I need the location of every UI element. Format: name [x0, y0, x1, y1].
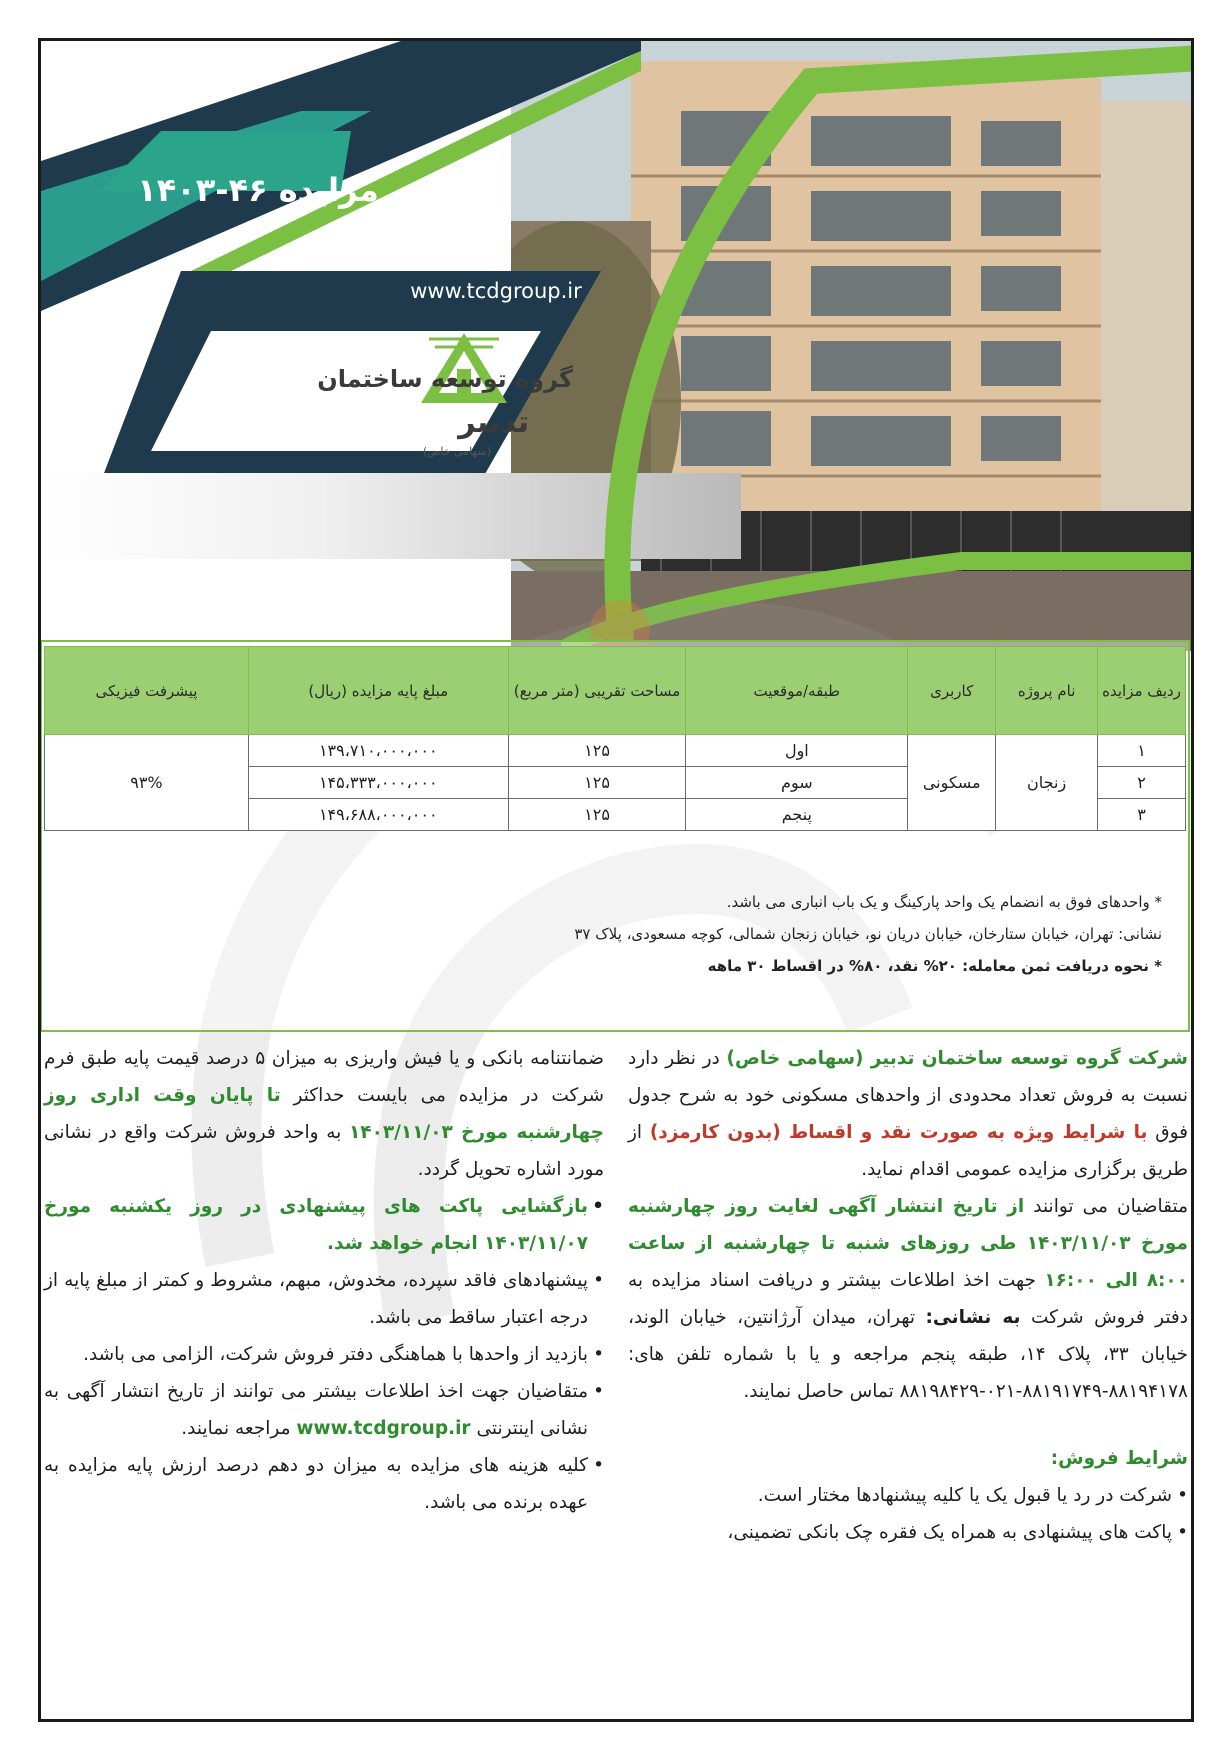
visit-note: • بازدید از واحدها با هماهنگی دفتر فروش شرکت، الزامی می باشد. [44, 1336, 604, 1373]
note-parking: * واحدهای فوق به انضمام یک واحد پارکینگ و یک باب انباری می باشد. [726, 893, 1162, 911]
header-price: مبلغ پایه مزایده (ریال) [248, 647, 508, 735]
website-note-text: متقاضیان جهت اخذ اطلاعات بیشتر می توانند از تاریخ انتشار آگهی به نشانی اینترنتی [44, 1381, 588, 1439]
guarantee-deadline: تا پایان وقت اداری روز چهارشنبه مورخ ۱۴۰۳/۱۱/۰۳ [44, 1085, 605, 1143]
cell-price: ۱۴۵،۳۳۳،۰۰۰،۰۰۰ [248, 767, 508, 799]
opening-date: • بازگشایی پاکت های پیشنهادی در روز یکشنبه مورخ ۱۴۰۳/۱۱/۰۷ انجام خواهد شد. [44, 1188, 604, 1262]
cell-floor: سوم [686, 767, 908, 799]
website-link[interactable]: www.tcdgroup.ir [296, 1418, 471, 1439]
website-url[interactable]: www.tcdgroup.ir [410, 279, 582, 303]
guarantee-text: ضمانتنامه بانکی و یا فیش واریزی به میزان ۵ درصد قیمت پایه طبق فرم شرکت در مزایده می بایست حداکثر [44, 1048, 604, 1106]
special-terms: با شرایط ویژه به صورت نقد و اقساط (بدون کارمزد) [649, 1122, 1148, 1143]
applicants-text: متقاضیان می توانند [1024, 1196, 1188, 1217]
costs-note: • کلیه هزینه های مزایده به میزان دو دهم درصد ارزش پایه مزایده به عهده برنده می باشد. [44, 1447, 604, 1521]
sales-condition-1: • شرکت در رد یا قبول یک یا کلیه پیشنهادها مختار است. [628, 1477, 1188, 1514]
cell-project: زنجان [996, 735, 1098, 831]
header-progress: پیشرفت فیزیکی [45, 647, 249, 735]
cell-row-no: ۳ [1098, 799, 1186, 831]
logo-text-line1: گروه توسعه ساختمان [317, 365, 573, 393]
deadline-text: از تاریخ انتشار آگهی لغایت روز چهارشنبه مورخ ۱۴۰۳/۱۱/۰۳ طی روزهای شنبه تا چهارشنبه از ساعت ۸:۰۰ الی ۱۶:۰۰ [628, 1196, 1188, 1291]
address-label: به نشانی: [925, 1307, 1021, 1328]
website-note-end: مراجعه نمایند. [181, 1418, 297, 1439]
auction-number-title: مزایده ۴۶-۱۴۰۳ [137, 171, 379, 209]
header-row-no: ردیف مزایده [1098, 647, 1186, 735]
page-border [38, 38, 1194, 1722]
cell-area: ۱۲۵ [508, 799, 686, 831]
note-payment: * نحوه دریافت ثمن معامله: ۲۰% نقد، ۸۰% در اقساط ۳۰ ماهه [707, 957, 1162, 975]
company-name: شرکت گروه توسعه ساختمان تدبیر (سهامی خاص) [726, 1048, 1188, 1069]
invalid-proposals: • پیشنهادهای فاقد سپرده، مخدوش، مبهم، مشروط و کمتر از مبلغ پایه از درجه اعتبار ساقط می باشد. [44, 1262, 604, 1336]
header-floor: طبقه/موقعیت [686, 647, 908, 735]
guarantee-text-end: به واحد فروش شرکت واقع در نشانی مورد اشاره تحویل گردد. [44, 1122, 604, 1180]
sales-condition-2: • پاکت های پیشنهادی به همراه یک فقره چک بانکی تضمینی، [628, 1514, 1188, 1551]
cell-floor: پنجم [686, 799, 908, 831]
cell-area: ۱۲۵ [508, 735, 686, 767]
logo-text-line2: تدبیر [458, 405, 529, 440]
cell-price: ۱۴۹،۶۸۸،۰۰۰،۰۰۰ [248, 799, 508, 831]
header-usage: کاربری [908, 647, 996, 735]
cell-usage: مسکونی [908, 735, 996, 831]
sales-conditions-title: شرایط فروش: [1050, 1448, 1188, 1469]
cell-price: ۱۳۹،۷۱۰،۰۰۰،۰۰۰ [248, 735, 508, 767]
header-area: مساحت تقریبی (متر مربع) [508, 647, 686, 735]
intro-text-end: از طریق برگزاری مزایده عمومی اقدام نماید. [628, 1122, 1188, 1180]
note-address: نشانی: تهران، خیابان ستارخان، خیابان دریان نو، خیابان زنجان شمالی، کوچه مسعودی، پلاک ۳۷ [574, 925, 1162, 943]
cell-area: ۱۲۵ [508, 767, 686, 799]
header-project: نام پروژه [996, 647, 1098, 735]
cell-row-no: ۱ [1098, 735, 1186, 767]
cell-row-no: ۲ [1098, 767, 1186, 799]
intro-text: در نظر دارد نسبت به فروش تعداد محدودی از واحدهای مسکونی خود به شرح جدول فوق [628, 1048, 1188, 1143]
cell-progress: ۹۳% [45, 735, 249, 831]
logo-text-line3: (سهامی خاص) [422, 445, 491, 458]
applicants-text-mid: جهت اخذ اطلاعات بیشتر و دریافت اسناد مزایده به دفتر فروش شرکت [628, 1270, 1189, 1328]
office-address: تهران، میدان آرژانتین، خیابان الوند، خیابان ۳۳، پلاک ۱۴، طبقه پنجم مراجعه و یا با شماره تلفن های: ۸۸۱۹۴۱۷۸-۸۸۱۹۱۷۴۹-۰۲۱-۸۸۱۹۸۴۲۹ تماس حاصل نمایند. [628, 1307, 1188, 1402]
cell-floor: اول [686, 735, 908, 767]
